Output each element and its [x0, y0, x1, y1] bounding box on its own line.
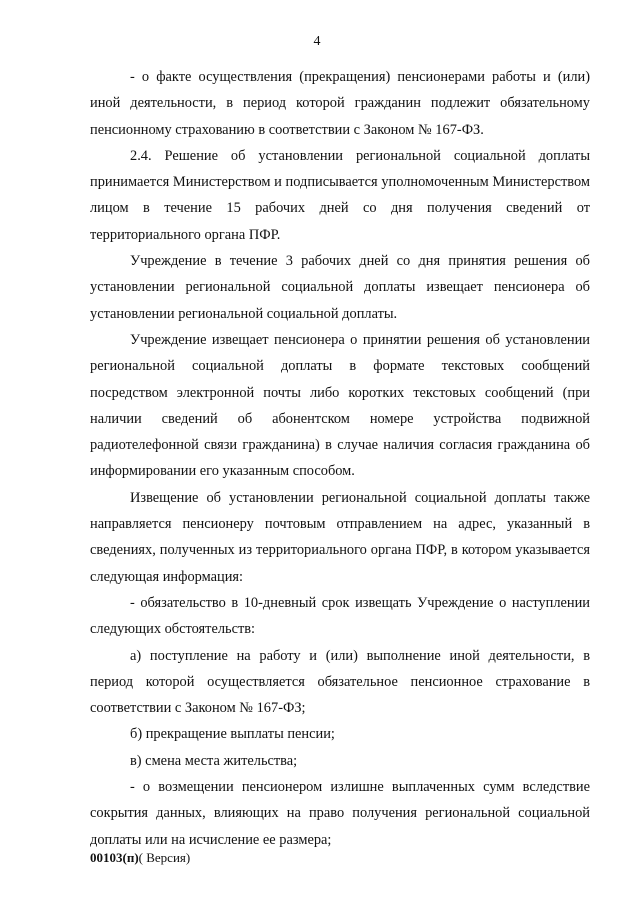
list-item-b: б) прекращение выплаты пенсии; — [130, 726, 335, 743]
footer-version: ( Версия) — [138, 850, 191, 865]
footer-code: 00103(п) — [90, 850, 139, 865]
list-item-v: в) смена места жительства; — [130, 752, 298, 769]
paragraph-postal-notice: Извещение об установлении региональной социальной доплаты также направляется пенсионеру почтовым отправлением на адрес, указанный в сведениях, полученных из территориального органа ПФР, в котором указывается следующая информация: — [90, 489, 590, 585]
document-body — [90, 64, 590, 853]
paragraph-electronic-notice: Учреждение извещает пенсионера о принятии решения об установлении региональной социальной доплаты в формате текстовых сообщений посредством электронной почты либо коротких текстовых сообщений (при наличии сведений об абонентском номере устройства подвижной радиотелефонной связи гражданина) в случае наличия согласия гражданина об информировании его указанным способом. — [90, 331, 590, 480]
paragraph-pension-work-fact: - о факте осуществления (прекращения) пенсионерами работы и (или) иной деятельности, в период которой гражданин подлежит обязательному пенсионному страхованию в соответствии с Законом № 167-ФЗ. — [90, 69, 590, 138]
page-number: 4 — [313, 34, 321, 49]
list-item-a: а) поступление на работу и (или) выполнение иной деятельности, в период которой осуществляется обязательное пенсионное страхование в соответствии с Законом № 167-ФЗ; — [90, 647, 590, 717]
paragraph-reimbursement: - о возмещении пенсионером излишне выплаченных сумм вследствие сокрытия данных, влияющих на право получения региональной социальной доплаты или на исчисление ее размера; — [90, 779, 590, 848]
paragraph-obligation: - обязательство в 10-дневный срок извещать Учреждение о наступлении следующих обстоятельств: — [90, 594, 590, 638]
document-footer — [90, 850, 190, 866]
paragraph-2-4-decision: 2.4. Решение об установлении региональной социальной доплаты принимается Министерством и подписывается уполномоченным Министерством лицом в течение 15 рабочих дней со дня получения сведений от территориального органа ПФР. — [90, 147, 590, 243]
paragraph-institution-notice: Учреждение в течение 3 рабочих дней со дня принятия решения об установлении региональной социальной доплаты извещает пенсионера об установлении региональной социальной доплаты. — [90, 253, 590, 322]
